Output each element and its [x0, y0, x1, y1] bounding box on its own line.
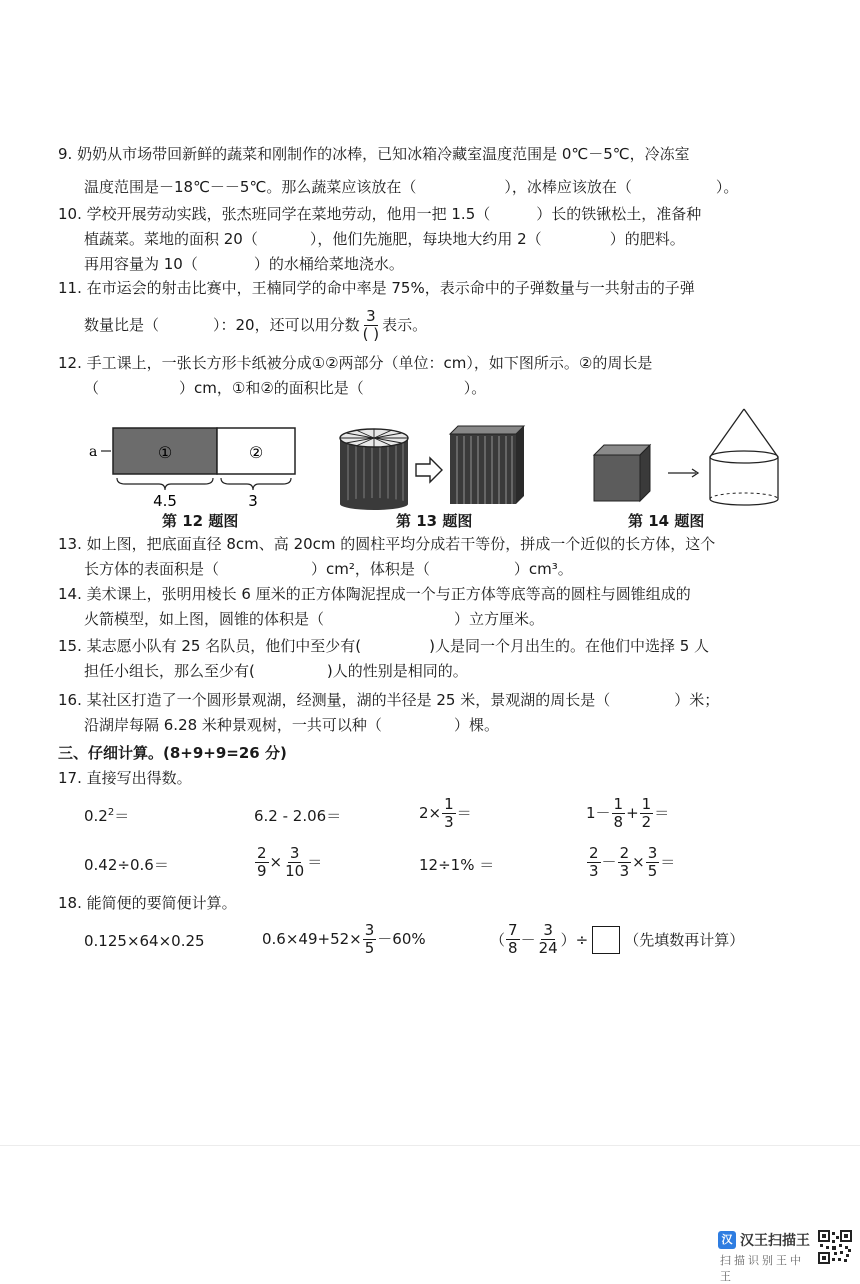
q10-line1: 10. 学校开展劳动实践，张杰班同学在菜地劳动，他用一把 1.5（ ）长的铁锹松土，准备种 — [58, 205, 702, 223]
q17-expr-2: 6.2 - 2.06＝ — [254, 807, 342, 825]
fig12-caption: 第 12 题图 — [162, 512, 239, 530]
fig12-len1: 4.5 — [153, 492, 177, 510]
fig13-caption: 第 13 题图 — [396, 512, 473, 530]
fig12-len2: 3 — [248, 492, 258, 510]
q12-line1: 12. 手工课上，一张长方形卡纸被分成①②两部分（单位：cm），如下图所示。②的周长是 — [58, 354, 653, 372]
q10-line2: 植蔬菜。菜地的面积 20（ ），他们先施肥，每块地大约用 2（ ）的肥料。 — [84, 230, 685, 248]
q15-line1: 15. 某志愿小队有 25 名队员，他们中至少有( )人是同一个月出生的。在他们中选择 5 人 — [58, 637, 710, 655]
q14-line1: 14. 美术课上，张明用棱长 6 厘米的正方体陶泥捏成一个与正方体等底等高的圆柱与圆锥组成的 — [58, 585, 691, 603]
figure-12 — [85, 418, 305, 510]
q14-line2: 火箭模型，如上图，圆锥的体积是（ ）立方厘米。 — [84, 610, 545, 628]
q17-title: 17. 直接写出得数。 — [58, 769, 192, 787]
q10-line3: 再用容量为 10（ ）的水桶给菜地浇水。 — [84, 255, 404, 273]
q13-line2: 长方体的表面积是（ ）cm²，体积是（ ）cm³。 — [84, 560, 573, 578]
fig12-part2-label: ② — [248, 443, 264, 462]
q17-expr-7: 12÷1% ＝ — [419, 856, 495, 874]
q17-expr-1: $0.2^2=$ — [84, 807, 130, 825]
qr-code-icon — [818, 1230, 852, 1264]
app-name: 汉王扫描王 — [740, 1233, 810, 1249]
q11-fraction: $\frac{3}{( )}$ — [362, 307, 380, 343]
fig12-part1-label: ① — [157, 443, 173, 462]
q12-line2: （ ）cm，①和②的面积比是（ ）。 — [84, 379, 487, 397]
app-slogan: 扫描识别王中王 — [720, 1254, 804, 1283]
q18-expr-3: （ $\frac{7}{8}$ － $\frac{3}{24}$ ）÷ （先填数再计算） — [490, 921, 745, 957]
fig12-side-label: a — [89, 444, 98, 460]
q16-line1: 16. 某社区打造了一个圆形景观湖，经测量，湖的半径是 25 米，景观湖的周长是（ ）米； — [58, 691, 720, 709]
q9-line1: 9. 奶奶从市场带回新鲜的蔬菜和刚制作的冰棒，已知冰箱冷藏室温度范围是 0℃－5℃，冷冻室 — [58, 145, 690, 163]
footer-divider — [0, 1145, 860, 1146]
q18-title: 18. 能简便的要简便计算。 — [58, 894, 237, 912]
figure-14 — [588, 405, 788, 510]
fig14-caption: 第 14 题图 — [628, 512, 705, 530]
section-3-heading: 三、仔细计算。(8+9+9=26 分) — [58, 744, 287, 762]
q13-line1: 13. 如上图，把底面直径 8cm、高 20cm 的圆柱平均分成若干等份，拼成一个近似的长方体，这个 — [58, 535, 716, 553]
q17-expr-5: 0.42÷0.6＝ — [84, 856, 169, 874]
q16-line2: 沿湖岸每隔 6.28 米种景观树，一共可以种（ ）棵。 — [84, 716, 499, 734]
q15-line2: 担任小组长，那么至少有( )人的性别是相同的。 — [84, 662, 468, 680]
q11-line1: 11. 在市运会的射击比赛中，王楠同学的命中率是 75%，表示命中的子弹数量与一共射击的子弹 — [58, 279, 695, 297]
q18-expr-1: 0.125×64×0.25 — [84, 932, 205, 950]
q17-expr-8: $\frac{2}{3}$ － $\frac{2}{3}$ × $\frac{3}{5}$ ＝ — [589, 844, 676, 880]
q11-line2: 数量比是（ ）：20，还可以用分数 $\frac{3}{( )}$ 表示。 — [84, 307, 428, 343]
q18-answer-box[interactable] — [592, 926, 620, 954]
app-badge-icon: 汉 — [718, 1231, 736, 1249]
q18-expr-2: 0.6×49+52× $\frac{3}{5}$ －60% — [262, 921, 426, 957]
q17-expr-6: $\frac{2}{9}$ × $\frac{3}{10}$ ＝ — [257, 844, 323, 880]
q17-expr-3: 2× $\frac{1}{3}$ ＝ — [419, 795, 472, 831]
scanner-watermark — [718, 1230, 814, 1283]
q9-line2: 温度范围是－18℃－－5℃。那么蔬菜应该放在（ ），冰棒应该放在（ ）。 — [84, 178, 739, 196]
q17-expr-4: 1－ $\frac{1}{8}$ + $\frac{1}{2}$ ＝ — [586, 795, 670, 831]
figure-13 — [336, 420, 536, 510]
